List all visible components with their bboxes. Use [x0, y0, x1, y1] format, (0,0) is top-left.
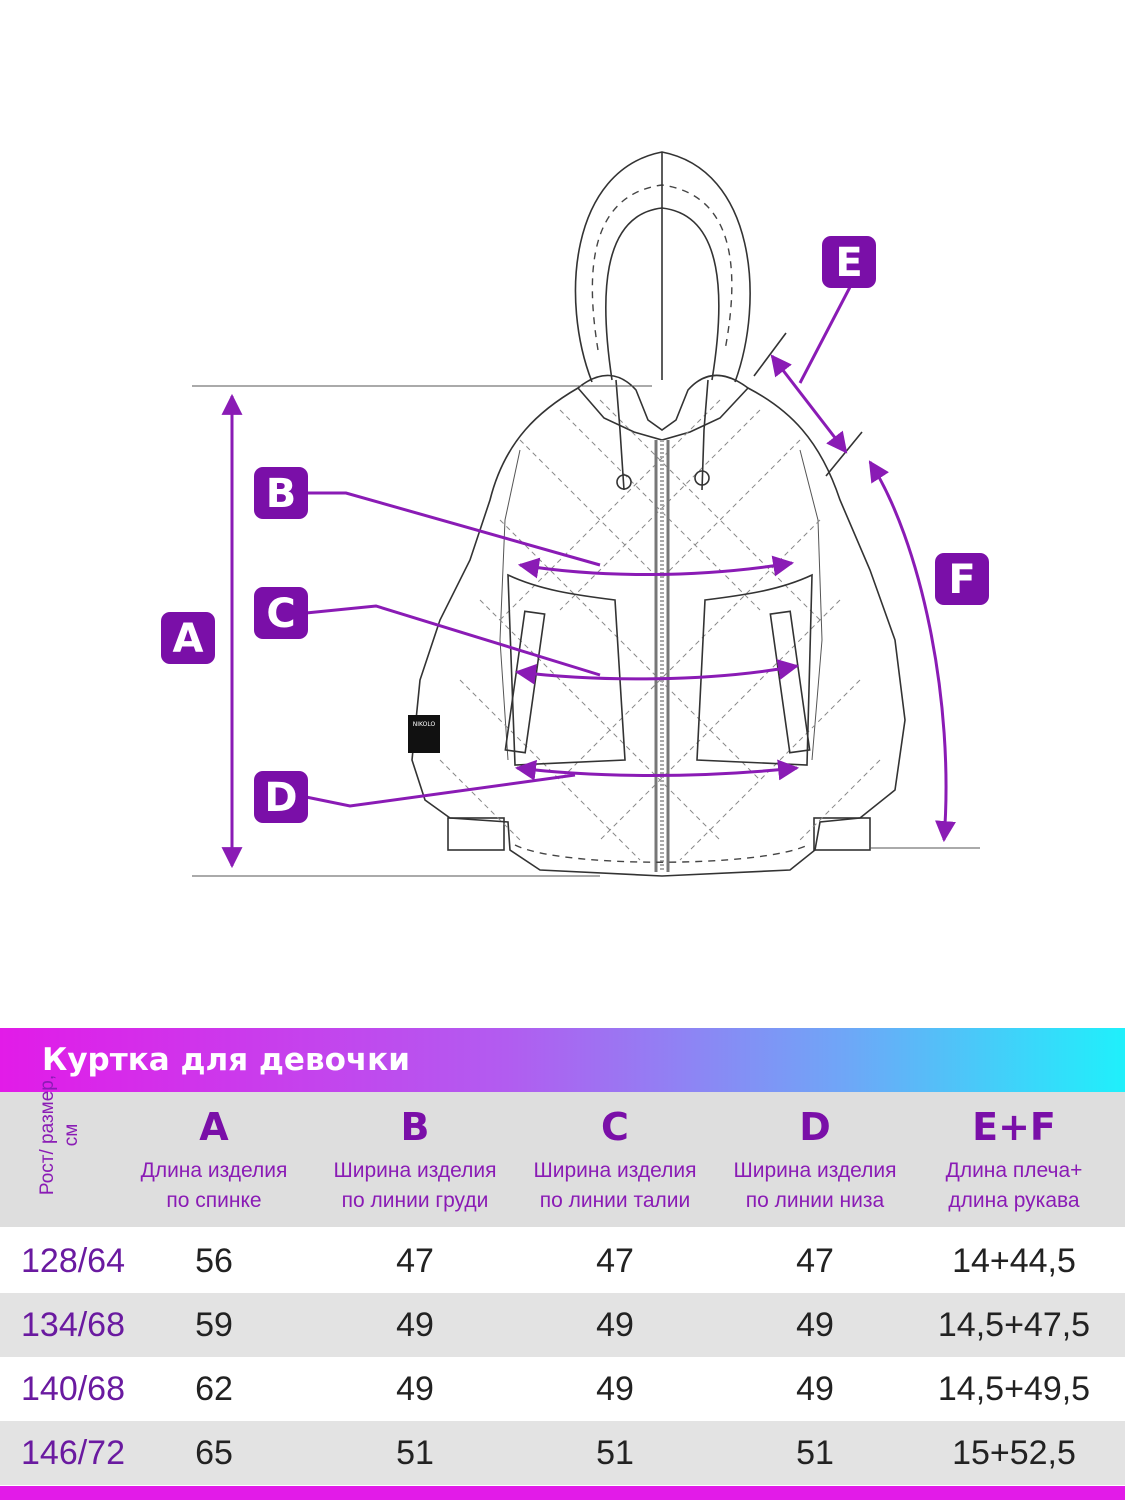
column-a-header	[114, 1092, 314, 1216]
svg-text:B: B	[265, 471, 297, 517]
cell-c: 51	[596, 1434, 634, 1472]
column-letter: C	[601, 1105, 629, 1149]
column-letter: B	[400, 1105, 430, 1149]
size-column-header: Рост/ размер, см	[37, 1074, 82, 1196]
column-letter: A	[199, 1105, 229, 1149]
column-letter: D	[799, 1105, 831, 1149]
label-f	[935, 553, 989, 605]
label-a	[161, 612, 215, 664]
cell-b: 47	[396, 1242, 434, 1280]
cell-a: 65	[195, 1434, 233, 1472]
cell-b: 51	[396, 1434, 434, 1472]
size-cell: 128/64	[21, 1242, 125, 1280]
table-row	[0, 1357, 1125, 1421]
cell-c: 49	[596, 1306, 634, 1344]
cell-d: 49	[796, 1306, 834, 1344]
cell-b: 49	[396, 1306, 434, 1344]
label-e	[822, 236, 876, 288]
column-letter: E+F	[972, 1105, 1056, 1149]
column-desc-line2: по линии низа	[745, 1189, 885, 1212]
column-b-header	[315, 1092, 515, 1216]
column-desc-line2: по линии талии	[539, 1189, 691, 1212]
table-title-bar	[0, 1028, 1125, 1092]
column-d-header	[715, 1092, 915, 1216]
cell-a: 56	[195, 1242, 233, 1280]
table-row	[0, 1421, 1125, 1485]
svg-text:A: A	[172, 616, 204, 662]
bottom-accent-bar	[0, 1486, 1125, 1500]
cell-ef: 14+44,5	[952, 1242, 1076, 1280]
cell-b: 49	[396, 1370, 434, 1408]
label-d	[254, 771, 308, 823]
cell-ef: 15+52,5	[952, 1434, 1076, 1472]
svg-text:E: E	[835, 240, 863, 286]
measurement-lines	[192, 287, 980, 876]
column-desc-line1: Ширина изделия	[333, 1159, 497, 1182]
column-desc-line1: Ширина изделия	[733, 1159, 897, 1182]
svg-text:C: C	[266, 591, 296, 637]
cell-d: 51	[796, 1434, 834, 1472]
table-title: Куртка для девочки	[42, 1042, 410, 1078]
column-desc-line2: длина рукава	[948, 1189, 1080, 1212]
cell-d: 49	[796, 1370, 834, 1408]
svg-text:F: F	[948, 557, 976, 603]
cell-a: 62	[195, 1370, 233, 1408]
cell-d: 47	[796, 1242, 834, 1280]
label-b	[254, 467, 308, 519]
column-desc-line1: Ширина изделия	[533, 1159, 697, 1182]
column-desc-line2: по спинке	[166, 1189, 262, 1212]
column-desc-line2: по линии груди	[341, 1189, 489, 1212]
label-c	[254, 587, 308, 639]
table-row	[0, 1229, 1125, 1293]
size-cell: 140/68	[21, 1370, 125, 1408]
table-column-header	[0, 1074, 1125, 1227]
cell-ef: 14,5+49,5	[937, 1370, 1091, 1408]
column-desc-line1: Длина плеча+	[945, 1159, 1083, 1182]
cell-c: 49	[596, 1370, 634, 1408]
cell-a: 59	[195, 1306, 233, 1344]
cell-ef: 14,5+47,5	[937, 1306, 1091, 1344]
column-desc-line1: Длина изделия	[140, 1159, 288, 1182]
cell-c: 47	[596, 1242, 634, 1280]
column-ef-header	[914, 1092, 1114, 1216]
table-row	[0, 1293, 1125, 1357]
column-c-header	[515, 1092, 715, 1216]
size-cell: 134/68	[21, 1306, 125, 1344]
jacket-tag-text: NIKOLO	[412, 721, 436, 728]
size-cell: 146/72	[21, 1434, 125, 1472]
svg-text:D: D	[264, 775, 298, 821]
